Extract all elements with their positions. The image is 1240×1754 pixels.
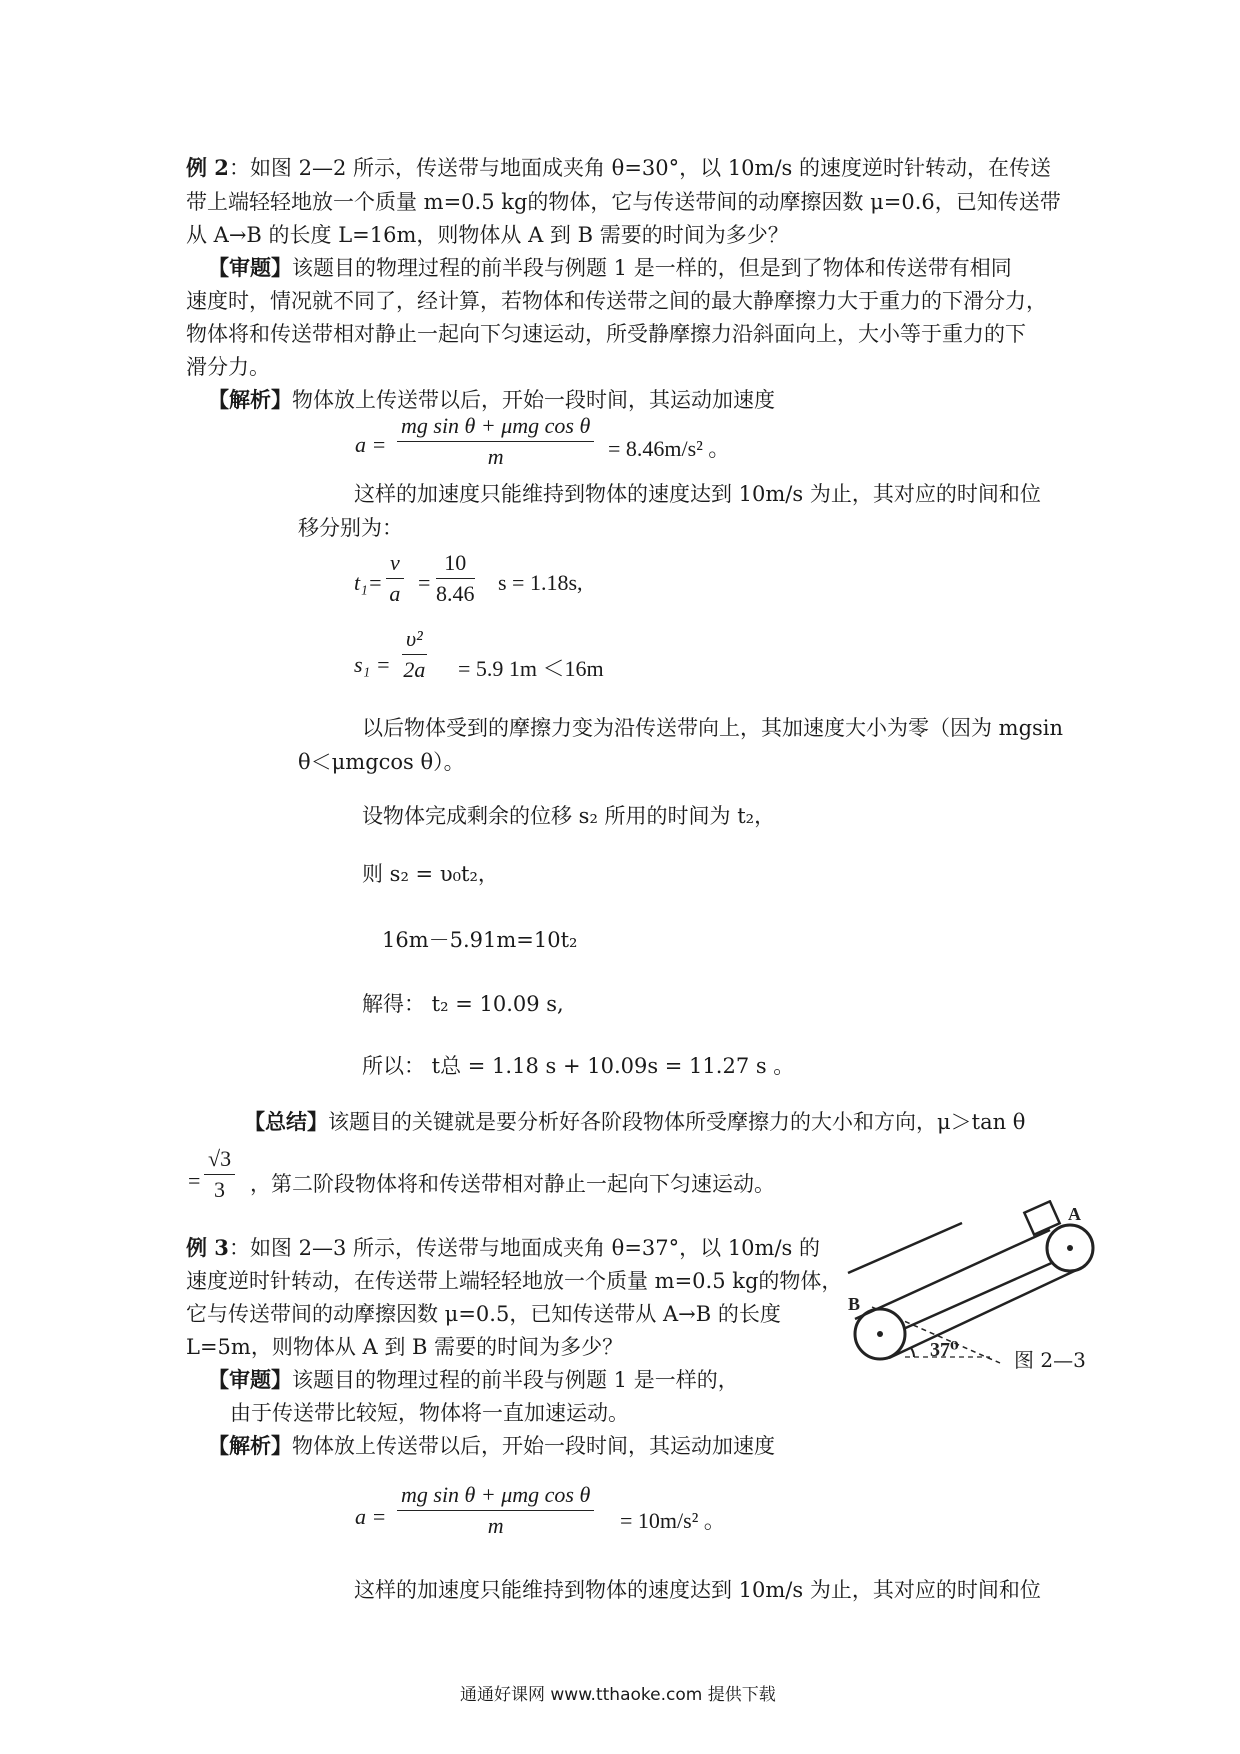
eq-total: 所以： t总 = 1.18 s + 10.09s = 11.27 s 。 [362,1054,795,1078]
eq-numeric: 16m－5.91m=10t₂ [382,928,578,952]
ex2-shenti-line3: 物体将和传送带相对静止一起向下匀速运动，所受静摩擦力沿斜面向上，大小等于重力的下 [186,322,1026,346]
ex2-eq-a-numerator: mg sin θ + μmg cos θ [397,413,594,442]
eq-s1-lhs: s₁ = [354,652,391,677]
pulley-b-axle [877,1331,883,1337]
eq-t1-f2-num: 10 [436,550,475,579]
ex2-shenti-tag: 【审题】 [208,255,292,280]
ex2-eq-a-lhs: a = [355,432,387,457]
eq-t1-f2-den: 8.46 [436,581,475,606]
eq-t1-fraction-1 [386,550,404,607]
ex2-summary-line2: ，第二阶段物体将和传送带相对静止一起向下匀速运动。 [250,1172,775,1196]
ex2-eq-a-denominator: m [487,444,504,469]
figure-caption: 图 2—3 [1014,1348,1086,1372]
ex3-eq-a-fraction [397,1482,594,1539]
ex3-eq-a-denominator: m [487,1513,504,1538]
summary-eq-prefix: = [188,1168,201,1193]
ex3-line4: L=5m，则物体从 A 到 B 需要的时间为多少？ [186,1335,624,1359]
ex2-para2-line2: θ＜μmgcos θ）。 [298,750,465,774]
ex2-summary-tag: 【总结】 [244,1109,328,1134]
ex3-jiexi-intro-text: 物体放上传送带以后，开始一段时间，其运动加速度 [292,1434,775,1458]
pulley-a-axle [1067,1245,1073,1251]
ex2-para3: 设物体完成剩余的位移 s₂ 所用的时间为 t₂， [362,804,776,828]
eq-t1-fraction-2 [436,550,475,607]
belt-bottom-line [892,1253,1074,1334]
ex3-eq-a-numerator: mg sin θ + μmg cos θ [397,1482,594,1511]
angle-arc [911,1348,914,1357]
ex3-line2: 速度逆时针转动，在传送带上端轻轻地放一个质量 m=0.5 kg的物体， [186,1269,843,1293]
belt-upper-edge [855,1230,1050,1319]
eq-then: 则 s₂ = υ₀t₂， [362,862,499,886]
ex2-line1 [186,152,1051,182]
ex2-shenti-line4: 滑分力。 [186,355,270,379]
eq-s1-fraction [402,626,427,683]
ex3-colon: ： [228,1236,250,1260]
page-footer: 通通好课网 www.tthaoke.com 提供下载 [460,1685,776,1705]
ex2-shenti-line1 [208,252,1012,282]
ex3-para1-line1: 这样的加速度只能维持到物体的速度达到 10m/s 为止，其对应的时间和位 [354,1578,1041,1602]
eq-t1-f1-den: a [389,581,401,606]
ex2-jiexi-tag: 【解析】 [208,387,292,412]
ex3-shenti-tag: 【审题】 [208,1367,292,1392]
eq-s1-num: υ² [402,626,427,655]
summary-frac-num: √3 [204,1146,235,1175]
ex2-colon: ： [228,156,250,180]
eq-t1-lhs: t₁= [354,570,383,595]
eq-t1-f1-num: v [386,550,404,579]
ex3-shenti-line1 [208,1364,739,1394]
eq-solve: 解得： t₂ = 10.09 s, [362,992,564,1016]
ex2-label: 例 2 [186,155,229,180]
ex3-shenti-line2: 由于传送带比较短，物体将一直加速运动。 [230,1401,629,1425]
ex2-line2: 带上端轻轻地放一个质量 m=0.5 kg的物体，它与传送带间的动摩擦因数 μ=0.6，已知传送带 [186,190,1061,214]
ex2-shenti-text-1: 该题目的物理过程的前半段与例题 1 是一样的，但是到了物体和传送带有相同 [292,256,1012,280]
ex2-para2-line1: 以后物体受到的摩擦力变为沿传送带向上，其加速度大小为零（因为 mgsin [362,716,1064,740]
eq-t1-rhs: s = 1.18s, [498,570,583,595]
ex2-jiexi-intro [208,384,775,414]
ex2-shenti-line2: 速度时，情况就不同了，经计算，若物体和传送带之间的最大静摩擦力大于重力的下滑分力， [186,289,1047,313]
summary-frac-den: 3 [214,1177,226,1202]
ex2-para1-line2: 移分别为： [298,516,403,540]
ex3-label: 例 3 [186,1235,229,1260]
eq-t1-equals: = [418,570,431,595]
ex3-line3: 它与传送带间的动摩擦因数 μ=0.5，已知传送带从 A→B 的长度 [186,1302,781,1326]
ex3-jiexi-intro [208,1430,775,1460]
ex2-text-1: 如图 2—2 所示，传送带与地面成夹角 θ=30°，以 10m/s 的速度逆时针转动，在传送 [249,156,1051,180]
ex3-shenti-text-1: 该题目的物理过程的前半段与例题 1 是一样的， [292,1368,739,1392]
ex2-summary-line1 [244,1106,1025,1136]
ex3-eq-a-lhs: a = [355,1504,387,1529]
ex2-eq-a-rhs: = 8.46m/s² 。 [608,436,731,461]
figure-angle-label: 37⁰ [930,1339,959,1361]
ex2-para1-line1: 这样的加速度只能维持到物体的速度达到 10m/s 为止，其对应的时间和位 [354,482,1041,506]
ex3-eq-a-rhs: = 10m/s² 。 [620,1508,726,1533]
ex2-eq-a-fraction [397,413,594,470]
ex3-line1 [186,1232,820,1262]
belt-top-line [848,1223,962,1273]
ex2-line3: 从 A→B 的长度 L=16m，则物体从 A 到 B 需要的时间为多少？ [186,223,789,247]
figure-label-b: B [848,1294,861,1314]
eq-s1-den: 2a [403,657,426,682]
ex3-text-1: 如图 2—3 所示，传送带与地面成夹角 θ=37°，以 10m/s 的 [249,1236,820,1260]
ex3-jiexi-tag: 【解析】 [208,1433,292,1458]
figure-label-a: A [1068,1204,1081,1224]
eq-s1-rhs: = 5.9 1m ＜16m [458,656,604,681]
ex2-summary-text-1: 该题目的关键就是要分析好各阶段物体所受摩擦力的大小和方向，μ＞tan θ [328,1110,1026,1134]
summary-fraction [204,1146,235,1203]
ex2-jiexi-intro-text: 物体放上传送带以后，开始一段时间，其运动加速度 [292,388,775,412]
